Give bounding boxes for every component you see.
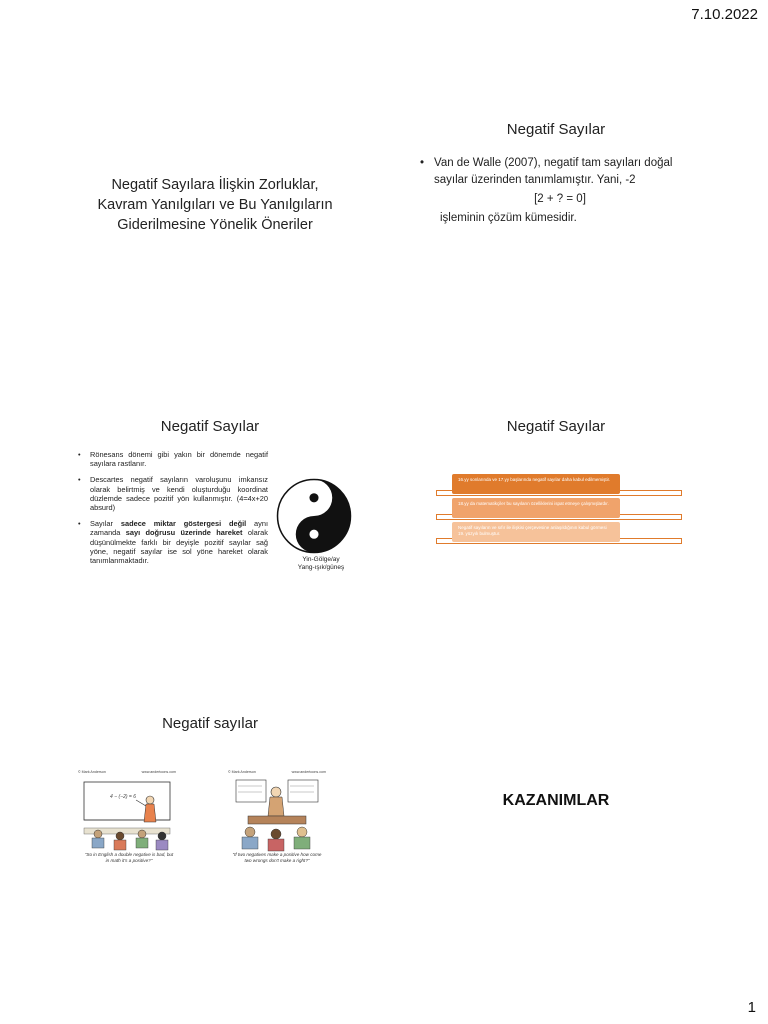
cartoon2-brand: © Mark Anderson — [228, 770, 256, 774]
timeline-bar-2 — [452, 498, 620, 518]
slide3-item3-text-e: olarak düşünülmekte farklı bir deyişle pozitif sayılar sağ yöne, negatif sayılar ise sol yöne hareket olarak tanımlanmaktadır. — [90, 528, 268, 566]
slide2-body — [420, 155, 700, 227]
slide2-bullet: • Van de Walle (2007), negatif tam sayıları doğal sayılar üzerinden tanımlamıştır. Yani, -2 — [420, 155, 700, 189]
timeline-bar-1-text: 16.yy sonlarında ve 17.yy başlarında negatif sayılar daha kabul edilmemiştir. — [458, 477, 611, 482]
slide5-title: Negatif sayılar — [162, 715, 258, 732]
slide3-list — [78, 450, 268, 572]
timeline-bar-1 — [452, 474, 620, 494]
cartoon2-drawing — [228, 776, 326, 856]
slide3-item3-bold-d: sayı doğrusu üzerinde hareket — [125, 528, 243, 538]
slide2-tail: işleminin çözüm kümesidir. — [440, 212, 577, 224]
yin-yang-caption-line1: Yin-Gölge/ay — [302, 556, 340, 563]
yin-yang-caption-line2: Yang-ışık/güneş — [297, 564, 345, 571]
cartoon1-brand: © Mark Anderson — [78, 770, 106, 774]
cartoon1-board-text: 4 − (−2) = 6 — [110, 794, 136, 800]
slide3-item-renaissance: • Rönesans dönemi gibi yakın bir dönemde negatif sayılara rastlanır. — [78, 450, 268, 468]
slide3-item-number-line — [78, 519, 268, 565]
cartoon-double-negative — [78, 768, 176, 864]
slide1-title-line3: Giderilmesine Yönelik Öneriler — [117, 217, 313, 233]
page-number: 1 — [747, 999, 756, 1016]
cartoon2-site: www.andertoons.com — [291, 770, 326, 774]
cartoon-two-wrongs — [228, 768, 326, 864]
document-date: 7.10.2022 — [691, 6, 758, 23]
cartoon1-drawing — [78, 776, 176, 856]
slide1-title-line2: Kavram Yanılgıları ve Bu Yanılgıların — [97, 197, 333, 213]
timeline-bar-2-text: 18.yy da matematikçiler bu sayıların özelliklerini ispat etmeye çalışmışlardır. — [458, 501, 609, 506]
timeline-bar-3 — [452, 522, 620, 542]
slide3-item3-text-c: aynı zamanda — [90, 519, 269, 538]
slide2-title: Negatif Sayılar — [506, 121, 606, 138]
slide2-equation: [2 + ? = 0] — [534, 193, 586, 205]
slide3-item3-text-a: Sayılar — [90, 519, 121, 529]
cartoon1-caption: "So in English a double negative is bad, but in math it's a positive?" — [84, 852, 174, 863]
slide4-timeline-diagram — [436, 472, 686, 546]
slide3-item3-bold-b: sadece miktar göstergesi değil — [120, 519, 247, 529]
timeline-bar-3-text: Negatif sayıların ve sıfır ile ilişkisi çerçevesine anlaşıldığının kabul görmesi 19. yüzyılı bulmuştur. — [458, 525, 607, 536]
slide1-title — [70, 175, 360, 235]
yin-yang-caption — [286, 556, 356, 572]
cartoon1-site: www.andertoons.com — [141, 770, 176, 774]
slide6-title: KAZANIMLAR — [502, 792, 610, 809]
slide1-title-line1: Negatif Sayılara İlişkin Zorluklar, — [111, 177, 319, 193]
slide4-title: Negatif Sayılar — [506, 418, 606, 435]
cartoon2-caption: "If two negatives make a positive how come two wrongs don't make a right?" — [232, 852, 322, 863]
slide3-item-descartes: • Descartes negatif sayıların varoluşunu imkansız olarak belirtmiş ve kendi oluşturduğu koordinat düzlemde sadece pozitif yön kullanmıştır. (4=4x+20 absurd) — [78, 475, 268, 512]
slide3-title: Negatif Sayılar — [160, 418, 260, 435]
yin-yang-icon — [276, 478, 352, 554]
